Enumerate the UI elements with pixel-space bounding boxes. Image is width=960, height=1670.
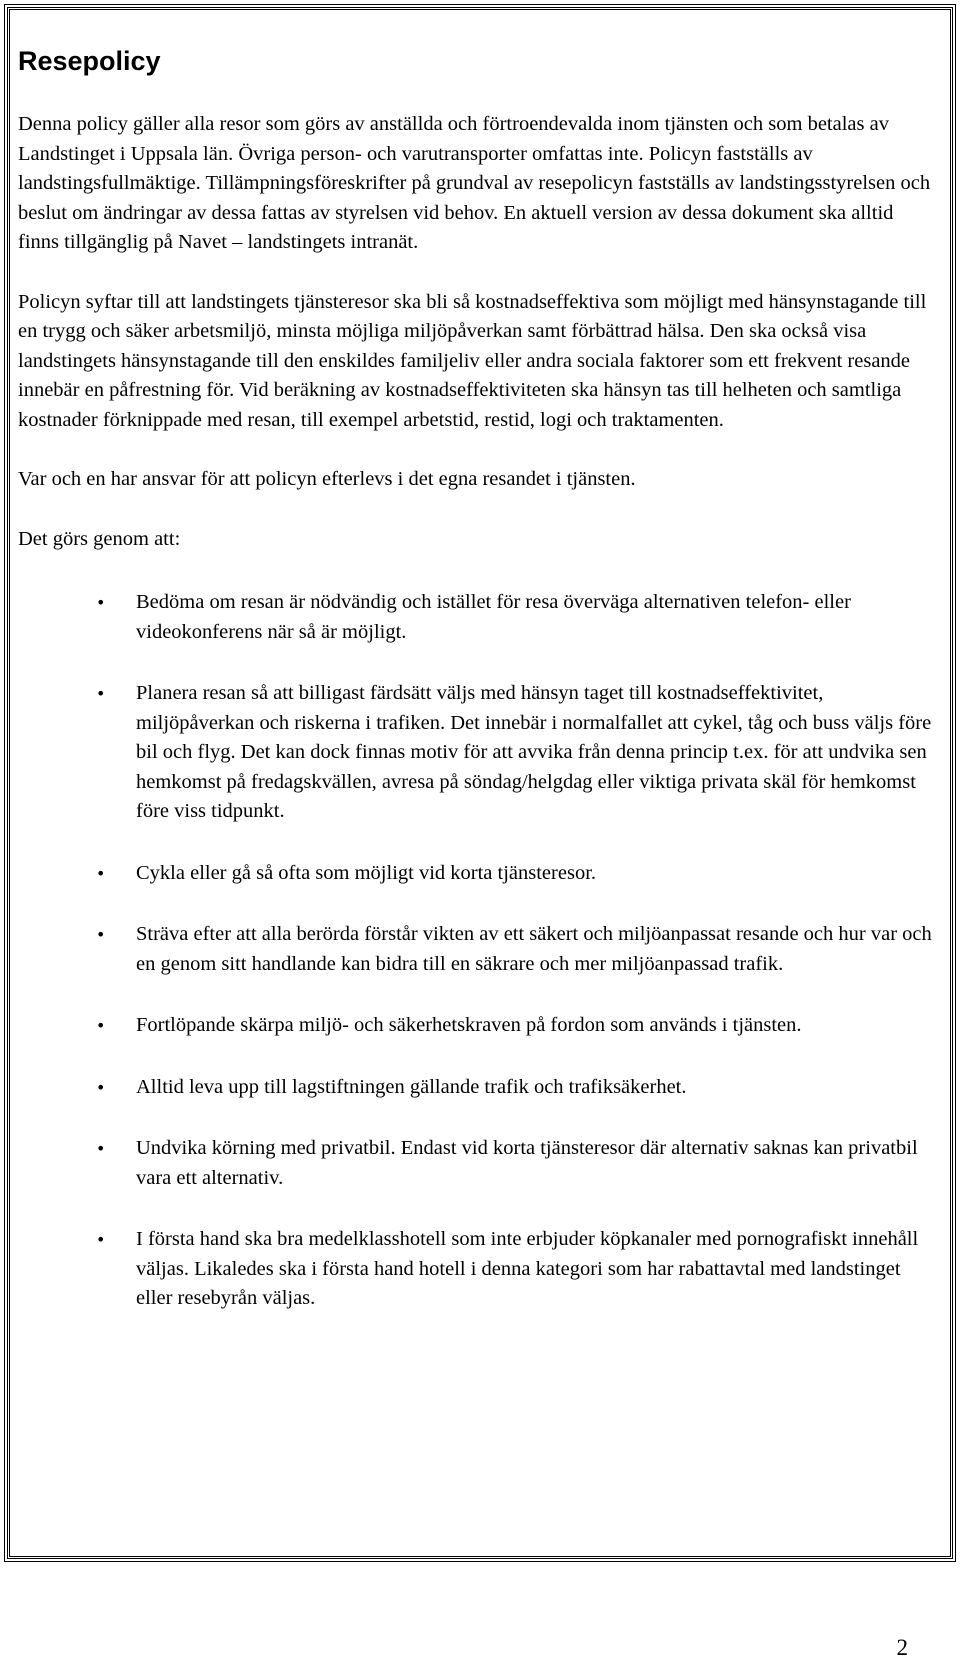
responsibility-paragraph: Var och en har ansvar för att policyn efterlevs i det egna resandet i tjänsten. [18, 468, 636, 490]
intro-paragraph: Denna policy gäller alla resor som görs av anställda och förtroendevalda inom tjänsten och som betalas av Landstinget i Uppsala län. Övriga person- och varutransporter omfattas inte. Policyn fastställs av landstingsfullmäktige. Tillämpningsföreskrifter på grundval av resepolicyn fastställs av landstingsstyrelsen och beslut om ändringar av dessa fattas av styrelsen vid behov. En aktuell version av dessa dokument ska alltid finns tillgänglig på Navet – landstingets intranät. [18, 113, 931, 253]
bullet-icon: • [96, 684, 106, 703]
list-item [18, 1225, 938, 1314]
policy-list [18, 588, 938, 1314]
list-item-text: Planera resan så att billigast färdsätt väljs med hänsyn taget till kostnadseffektivitet, miljöpåverkan och riskerna i trafiken. Det innebär i normalfallet att cykel, tåg och buss väljs före bil och flyg. Det kan dock finnas motiv för att avvika från denna princip t.ex. för att undvika sen hemkomst på fredagskvällen, avresa på söndag/helgdag eller viktiga privata skäl för hemkomst före viss tidpunkt. [136, 682, 932, 822]
list-item-text: Fortlöpande skärpa miljö- och säkerhetskraven på fordon som används i tjänsten. [136, 1014, 802, 1036]
bullet-icon: • [96, 1230, 106, 1249]
list-item-text: I första hand ska bra medelklasshotell som inte erbjuder köpkanaler med pornografiskt innehåll väljas. Likaledes ska i första hand hotell i denna kategori som har rabattavtal med landstinget eller resebyrån väljas. [136, 1228, 919, 1309]
bullet-icon: • [96, 863, 106, 883]
list-item-text: Bedöma om resan är nödvändig och istället för resa överväga alternativen telefon- eller videokonferens när så är möjligt. [136, 591, 851, 643]
list-item-text: Alltid leva upp till lagstiftningen gällande trafik och trafiksäkerhet. [136, 1075, 687, 1098]
list-item [18, 679, 938, 827]
bullet-icon: • [96, 1016, 106, 1035]
list-item-text: Sträva efter att alla berörda förstår vikten av ett säkert och miljöanpassat resande och hur var och en genom sitt handlande kan bidra till en säkrare och mer miljöanpassad trafik. [136, 923, 932, 975]
bullet-icon: • [96, 925, 106, 944]
bullet-icon: • [96, 1077, 106, 1097]
document-content [18, 38, 938, 1346]
document-title: Resepolicy [18, 46, 161, 76]
list-item [18, 920, 938, 979]
list-item [18, 1011, 938, 1041]
list-item-text: Cykla eller gå så ofta som möjligt vid korta tjänsteresor. [136, 861, 597, 884]
list-item [18, 588, 938, 647]
page-number: 2 [896, 1635, 908, 1660]
bullet-icon: • [96, 1139, 106, 1158]
list-item [18, 1073, 938, 1103]
list-item [18, 1134, 938, 1193]
list-intro-paragraph: Det görs genom att: [18, 527, 181, 550]
bullet-icon: • [96, 593, 106, 612]
purpose-paragraph: Policyn syftar till att landstingets tjänsteresor ska bli så kostnadseffektiva som möjligt med hänsynstagande till en trygg och säker arbetsmiljö, minsta möjliga miljöpåverkan samt förbättrad hälsa. Den ska också visa landstingets hänsynstagande till den enskildes familjeliv eller andra sociala faktorer som ett frekvent resande innebär en påfrestning för. Vid beräkning av kostnadseffektiviteten ska hänsyn tas till helheten och samtliga kostnader förknippade med resan, till exempel arbetstid, restid, logi och traktamenten. [18, 290, 927, 431]
list-item [18, 859, 938, 889]
list-item-text: Undvika körning med privatbil. Endast vid korta tjänsteresor där alternativ saknas kan privatbil vara ett alternativ. [136, 1137, 918, 1189]
